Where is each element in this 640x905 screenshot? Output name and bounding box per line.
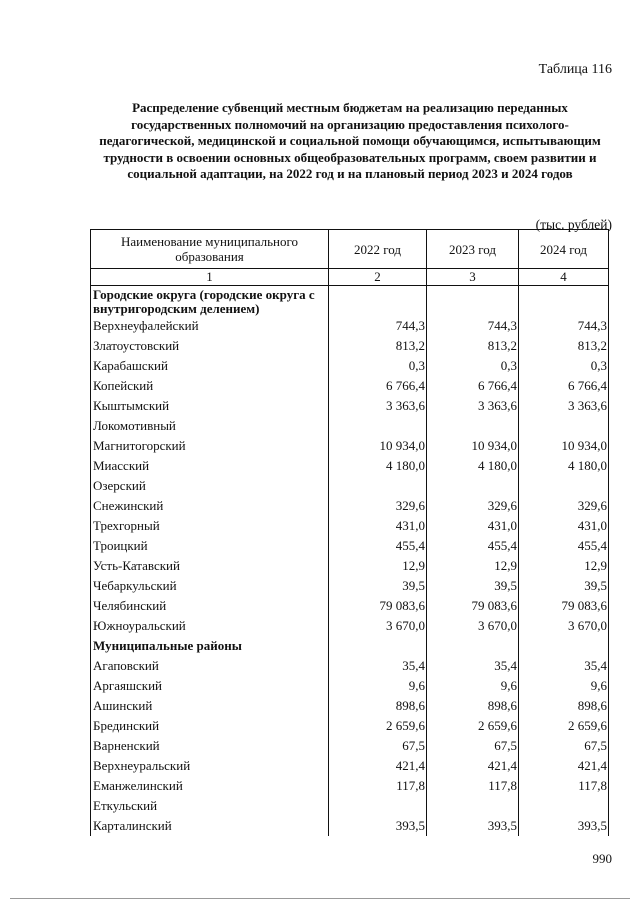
table-row <box>91 436 609 456</box>
section-title: Муниципальные районы <box>91 636 329 656</box>
value-2023: 67,5 <box>427 736 519 756</box>
municipality-name: Усть-Катавский <box>91 556 329 576</box>
municipality-name: Карабашский <box>91 356 329 376</box>
value-2022: 9,6 <box>329 676 427 696</box>
value-2023: 117,8 <box>427 776 519 796</box>
value-2024: 813,2 <box>519 336 609 356</box>
value-2022: 0,3 <box>329 356 427 376</box>
value-2024: 898,6 <box>519 696 609 716</box>
document-title: Распределение субвенций местным бюджетам на реализацию переданных государственных полномочий на организацию предоставления психолого-педагогической, медицинской и социальной помощи обучающимся, испытывающим трудности в освоении основных общеобразовательных программ, своем развитии и социальной адаптации, на 2022 год и на плановый период 2023 и 2024 годов <box>99 100 601 181</box>
municipality-name: Еманжелинский <box>91 776 329 796</box>
value-2023: 79 083,6 <box>427 596 519 616</box>
table-row <box>91 696 609 716</box>
empty-cell <box>427 636 519 656</box>
value-2024: 79 083,6 <box>519 596 609 616</box>
value-2023: 3 363,6 <box>427 396 519 416</box>
value-2024: 0,3 <box>519 356 609 376</box>
column-number: 2 <box>329 269 427 286</box>
value-2024: 3 363,6 <box>519 396 609 416</box>
value-2024: 421,4 <box>519 756 609 776</box>
value-2023: 39,5 <box>427 576 519 596</box>
municipality-name: Верхнеуфалейский <box>91 316 329 336</box>
table-row <box>91 456 609 476</box>
table-row <box>91 676 609 696</box>
value-2022: 898,6 <box>329 696 427 716</box>
value-2022: 393,5 <box>329 816 427 836</box>
table-row <box>91 376 609 396</box>
municipality-name: Кыштымский <box>91 396 329 416</box>
value-2022: 12,9 <box>329 556 427 576</box>
value-2024: 431,0 <box>519 516 609 536</box>
value-2024: 4 180,0 <box>519 456 609 476</box>
value-2024: 67,5 <box>519 736 609 756</box>
value-2024: 10 934,0 <box>519 436 609 456</box>
header-2024: 2024 год <box>519 230 609 269</box>
page-number: 990 <box>592 851 612 866</box>
table-row <box>91 776 609 796</box>
municipality-name: Карталинский <box>91 816 329 836</box>
value-2024: 3 670,0 <box>519 616 609 636</box>
table-row <box>91 556 609 576</box>
table-row <box>91 396 609 416</box>
empty-cell <box>427 286 519 317</box>
value-2024: 39,5 <box>519 576 609 596</box>
value-2023: 421,4 <box>427 756 519 776</box>
municipality-name: Копейский <box>91 376 329 396</box>
value-2022: 744,3 <box>329 316 427 336</box>
value-2022: 329,6 <box>329 496 427 516</box>
value-2023: 6 766,4 <box>427 376 519 396</box>
value-2024: 329,6 <box>519 496 609 516</box>
value-2024: 117,8 <box>519 776 609 796</box>
municipality-name: Магнитогорский <box>91 436 329 456</box>
value-2022: 79 083,6 <box>329 596 427 616</box>
empty-cell <box>329 636 427 656</box>
value-2023: 3 670,0 <box>427 616 519 636</box>
table-row <box>91 576 609 596</box>
section-row-urban-districts <box>91 286 609 317</box>
table-row <box>91 596 609 616</box>
empty-cell <box>519 636 609 656</box>
header-2023: 2023 год <box>427 230 519 269</box>
table-row <box>91 616 609 636</box>
municipality-name: Верхнеуральский <box>91 756 329 776</box>
value-2023 <box>427 796 519 816</box>
municipality-name: Варненский <box>91 736 329 756</box>
municipality-name: Трехгорный <box>91 516 329 536</box>
table-row <box>91 516 609 536</box>
value-2022: 3 670,0 <box>329 616 427 636</box>
municipality-name: Снежинский <box>91 496 329 516</box>
table-row <box>91 316 609 336</box>
table-row <box>91 496 609 516</box>
value-2023: 12,9 <box>427 556 519 576</box>
table-row <box>91 336 609 356</box>
municipality-name: Ашинский <box>91 696 329 716</box>
value-2023: 4 180,0 <box>427 456 519 476</box>
municipality-name: Локомотивный <box>91 416 329 436</box>
empty-cell <box>329 286 427 317</box>
value-2022: 67,5 <box>329 736 427 756</box>
value-2024: 35,4 <box>519 656 609 676</box>
value-2024: 2 659,6 <box>519 716 609 736</box>
value-2023 <box>427 476 519 496</box>
municipality-name: Миасский <box>91 456 329 476</box>
table-row <box>91 756 609 776</box>
value-2024 <box>519 476 609 496</box>
value-2022: 6 766,4 <box>329 376 427 396</box>
municipality-name: Еткульский <box>91 796 329 816</box>
municipality-name: Брединский <box>91 716 329 736</box>
budget-table <box>90 229 609 836</box>
value-2023: 329,6 <box>427 496 519 516</box>
column-number-row <box>91 269 609 286</box>
value-2024: 455,4 <box>519 536 609 556</box>
municipality-name: Южноуральский <box>91 616 329 636</box>
value-2023: 431,0 <box>427 516 519 536</box>
value-2022: 2 659,6 <box>329 716 427 736</box>
value-2022: 431,0 <box>329 516 427 536</box>
municipality-name: Агаповский <box>91 656 329 676</box>
column-number: 1 <box>91 269 329 286</box>
value-2022: 455,4 <box>329 536 427 556</box>
unit-note: (тыс. рублей) <box>535 217 612 232</box>
value-2024: 12,9 <box>519 556 609 576</box>
value-2023: 393,5 <box>427 816 519 836</box>
municipality-name: Челябинский <box>91 596 329 616</box>
municipality-name: Чебаркульский <box>91 576 329 596</box>
header-municipality: Наименование муниципального образования <box>91 230 329 269</box>
column-number: 4 <box>519 269 609 286</box>
value-2022: 3 363,6 <box>329 396 427 416</box>
value-2024 <box>519 796 609 816</box>
value-2024: 6 766,4 <box>519 376 609 396</box>
table-header-row <box>91 230 609 269</box>
value-2023: 898,6 <box>427 696 519 716</box>
value-2022 <box>329 476 427 496</box>
value-2023: 10 934,0 <box>427 436 519 456</box>
table-row <box>91 736 609 756</box>
value-2023: 455,4 <box>427 536 519 556</box>
municipality-name: Златоустовский <box>91 336 329 356</box>
table-row <box>91 716 609 736</box>
value-2024: 9,6 <box>519 676 609 696</box>
value-2022: 117,8 <box>329 776 427 796</box>
section-row-municipal-districts <box>91 636 609 656</box>
page-bottom-rule <box>10 898 630 899</box>
value-2024: 393,5 <box>519 816 609 836</box>
empty-cell <box>519 286 609 317</box>
value-2023: 744,3 <box>427 316 519 336</box>
municipality-name: Аргаяшский <box>91 676 329 696</box>
value-2024 <box>519 416 609 436</box>
value-2022: 4 180,0 <box>329 456 427 476</box>
table-row <box>91 356 609 376</box>
municipality-name: Озерский <box>91 476 329 496</box>
table-row <box>91 816 609 836</box>
table-number-label: Таблица 116 <box>538 62 612 77</box>
column-number: 3 <box>427 269 519 286</box>
value-2023: 0,3 <box>427 356 519 376</box>
value-2022 <box>329 796 427 816</box>
value-2024: 744,3 <box>519 316 609 336</box>
section-title: Городские округа (городские округа с внутригородским делением) <box>91 286 329 317</box>
value-2022: 35,4 <box>329 656 427 676</box>
value-2023: 35,4 <box>427 656 519 676</box>
value-2023 <box>427 416 519 436</box>
municipality-name: Троицкий <box>91 536 329 556</box>
table-row <box>91 796 609 816</box>
value-2022: 10 934,0 <box>329 436 427 456</box>
value-2022: 39,5 <box>329 576 427 596</box>
value-2022: 421,4 <box>329 756 427 776</box>
value-2023: 9,6 <box>427 676 519 696</box>
value-2022: 813,2 <box>329 336 427 356</box>
value-2023: 2 659,6 <box>427 716 519 736</box>
value-2023: 813,2 <box>427 336 519 356</box>
table-row <box>91 536 609 556</box>
header-2022: 2022 год <box>329 230 427 269</box>
table-row <box>91 656 609 676</box>
table-row <box>91 416 609 436</box>
value-2022 <box>329 416 427 436</box>
table-row <box>91 476 609 496</box>
